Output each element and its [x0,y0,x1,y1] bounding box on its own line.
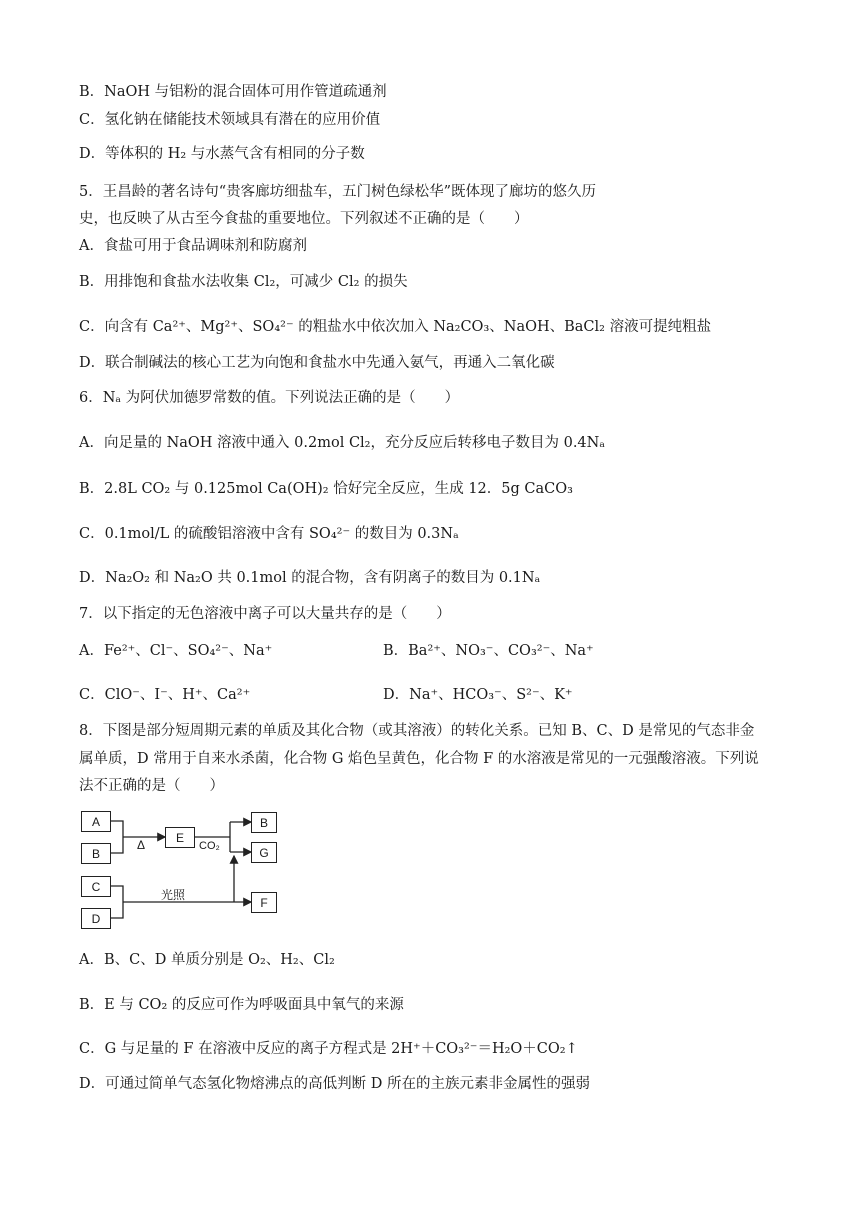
q7-option-a: A．Fe²⁺、Cl⁻、SO₄²⁻、Na⁺ [79,643,273,659]
q8-option-a: A．B、C、D 单质分别是 O₂、H₂、Cl₂ [79,952,335,968]
co2-label: CO₂ [199,840,220,852]
q6-option-c: C．0.1mol/L 的硫酸铝溶液中含有 SO₄²⁻ 的数目为 0.3Nₐ [79,526,459,542]
box-e: E [165,827,195,848]
conversion-diagram [79,806,279,930]
box-a: A [81,811,111,832]
q4-option-c: C．氢化钠在储能技术领域具有潜在的应用价值 [79,112,381,128]
box-g: G [251,842,277,863]
box-f: F [251,892,277,913]
q5-stem-line1: 5．王昌龄的著名诗句“贵客廊坊细盐车，五门树色绿松华”既体现了廊坊的悠久历 [79,184,597,200]
q4-option-d: D．等体积的 H₂ 与水蒸气含有相同的分子数 [79,146,365,162]
box-c: C [81,876,111,897]
q7-option-c: C．ClO⁻、I⁻、H⁺、Ca²⁺ [79,687,251,703]
q5-option-c: C．向含有 Ca²⁺、Mg²⁺、SO₄²⁻ 的粗盐水中依次加入 Na₂CO₃、NaOH、BaCl₂ 溶液可提纯粗盐 [79,319,712,335]
q8-stem-line2: 属单质，D 常用于自来水杀菌，化合物 G 焰色呈黄色，化合物 F 的水溶液是常见的一元强酸溶液。下列说 [79,751,759,767]
q8-stem-line3: 法不正确的是（ ） [79,778,224,794]
q5-option-a: A．食盐可用于食品调味剂和防腐剂 [79,238,307,254]
q8-option-d: D．可通过简单气态氢化物熔沸点的高低判断 D 所在的主族元素非金属性的强弱 [79,1076,590,1092]
q7-option-d: D．Na⁺、HCO₃⁻、S²⁻、K⁺ [383,687,573,703]
q4-option-b: B．NaOH 与铝粉的混合固体可用作管道疏通剂 [79,84,387,100]
box-b: B [81,843,111,864]
heat-label: Δ [137,838,146,852]
light-label: 光照 [161,888,186,902]
q5-option-d: D．联合制碱法的核心工艺为向饱和食盐水中先通入氨气，再通入二氧化碳 [79,355,555,371]
q6-option-b: B．2.8L CO₂ 与 0.125mol Ca(OH)₂ 恰好完全反应，生成 12．5g CaCO₃ [79,481,573,497]
q7-option-b: B．Ba²⁺、NO₃⁻、CO₃²⁻、Na⁺ [383,643,594,659]
q8-option-b: B．E 与 CO₂ 的反应可作为呼吸面具中氧气的来源 [79,997,404,1013]
q5-option-b: B．用排饱和食盐水法收集 Cl₂，可减少 Cl₂ 的损失 [79,274,408,290]
q5-stem-line2: 史，也反映了从古至今食盐的重要地位。下列叙述不正确的是（ ） [79,211,529,227]
box-b-product: B [251,812,277,833]
q6-option-a: A．向足量的 NaOH 溶液中通入 0.2mol Cl₂，充分反应后转移电子数目为 0.4Nₐ [79,435,605,451]
q8-option-c: C．G 与足量的 F 在溶液中反应的离子方程式是 2H⁺＋CO₃²⁻＝H₂O＋CO₂↑ [79,1041,578,1057]
q7-stem: 7．以下指定的无色溶液中离子可以大量共存的是（ ） [79,606,451,622]
q6-option-d: D．Na₂O₂ 和 Na₂O 共 0.1mol 的混合物，含有阴离子的数目为 0.1Nₐ [79,570,541,586]
q8-stem-line1: 8．下图是部分短周期元素的单质及其化合物（或其溶液）的转化关系。已知 B、C、D 是常见的气态非金 [79,723,755,739]
box-d: D [81,908,111,929]
q6-stem: 6．Nₐ 为阿伏加德罗常数的值。下列说法正确的是（ ） [79,390,460,406]
